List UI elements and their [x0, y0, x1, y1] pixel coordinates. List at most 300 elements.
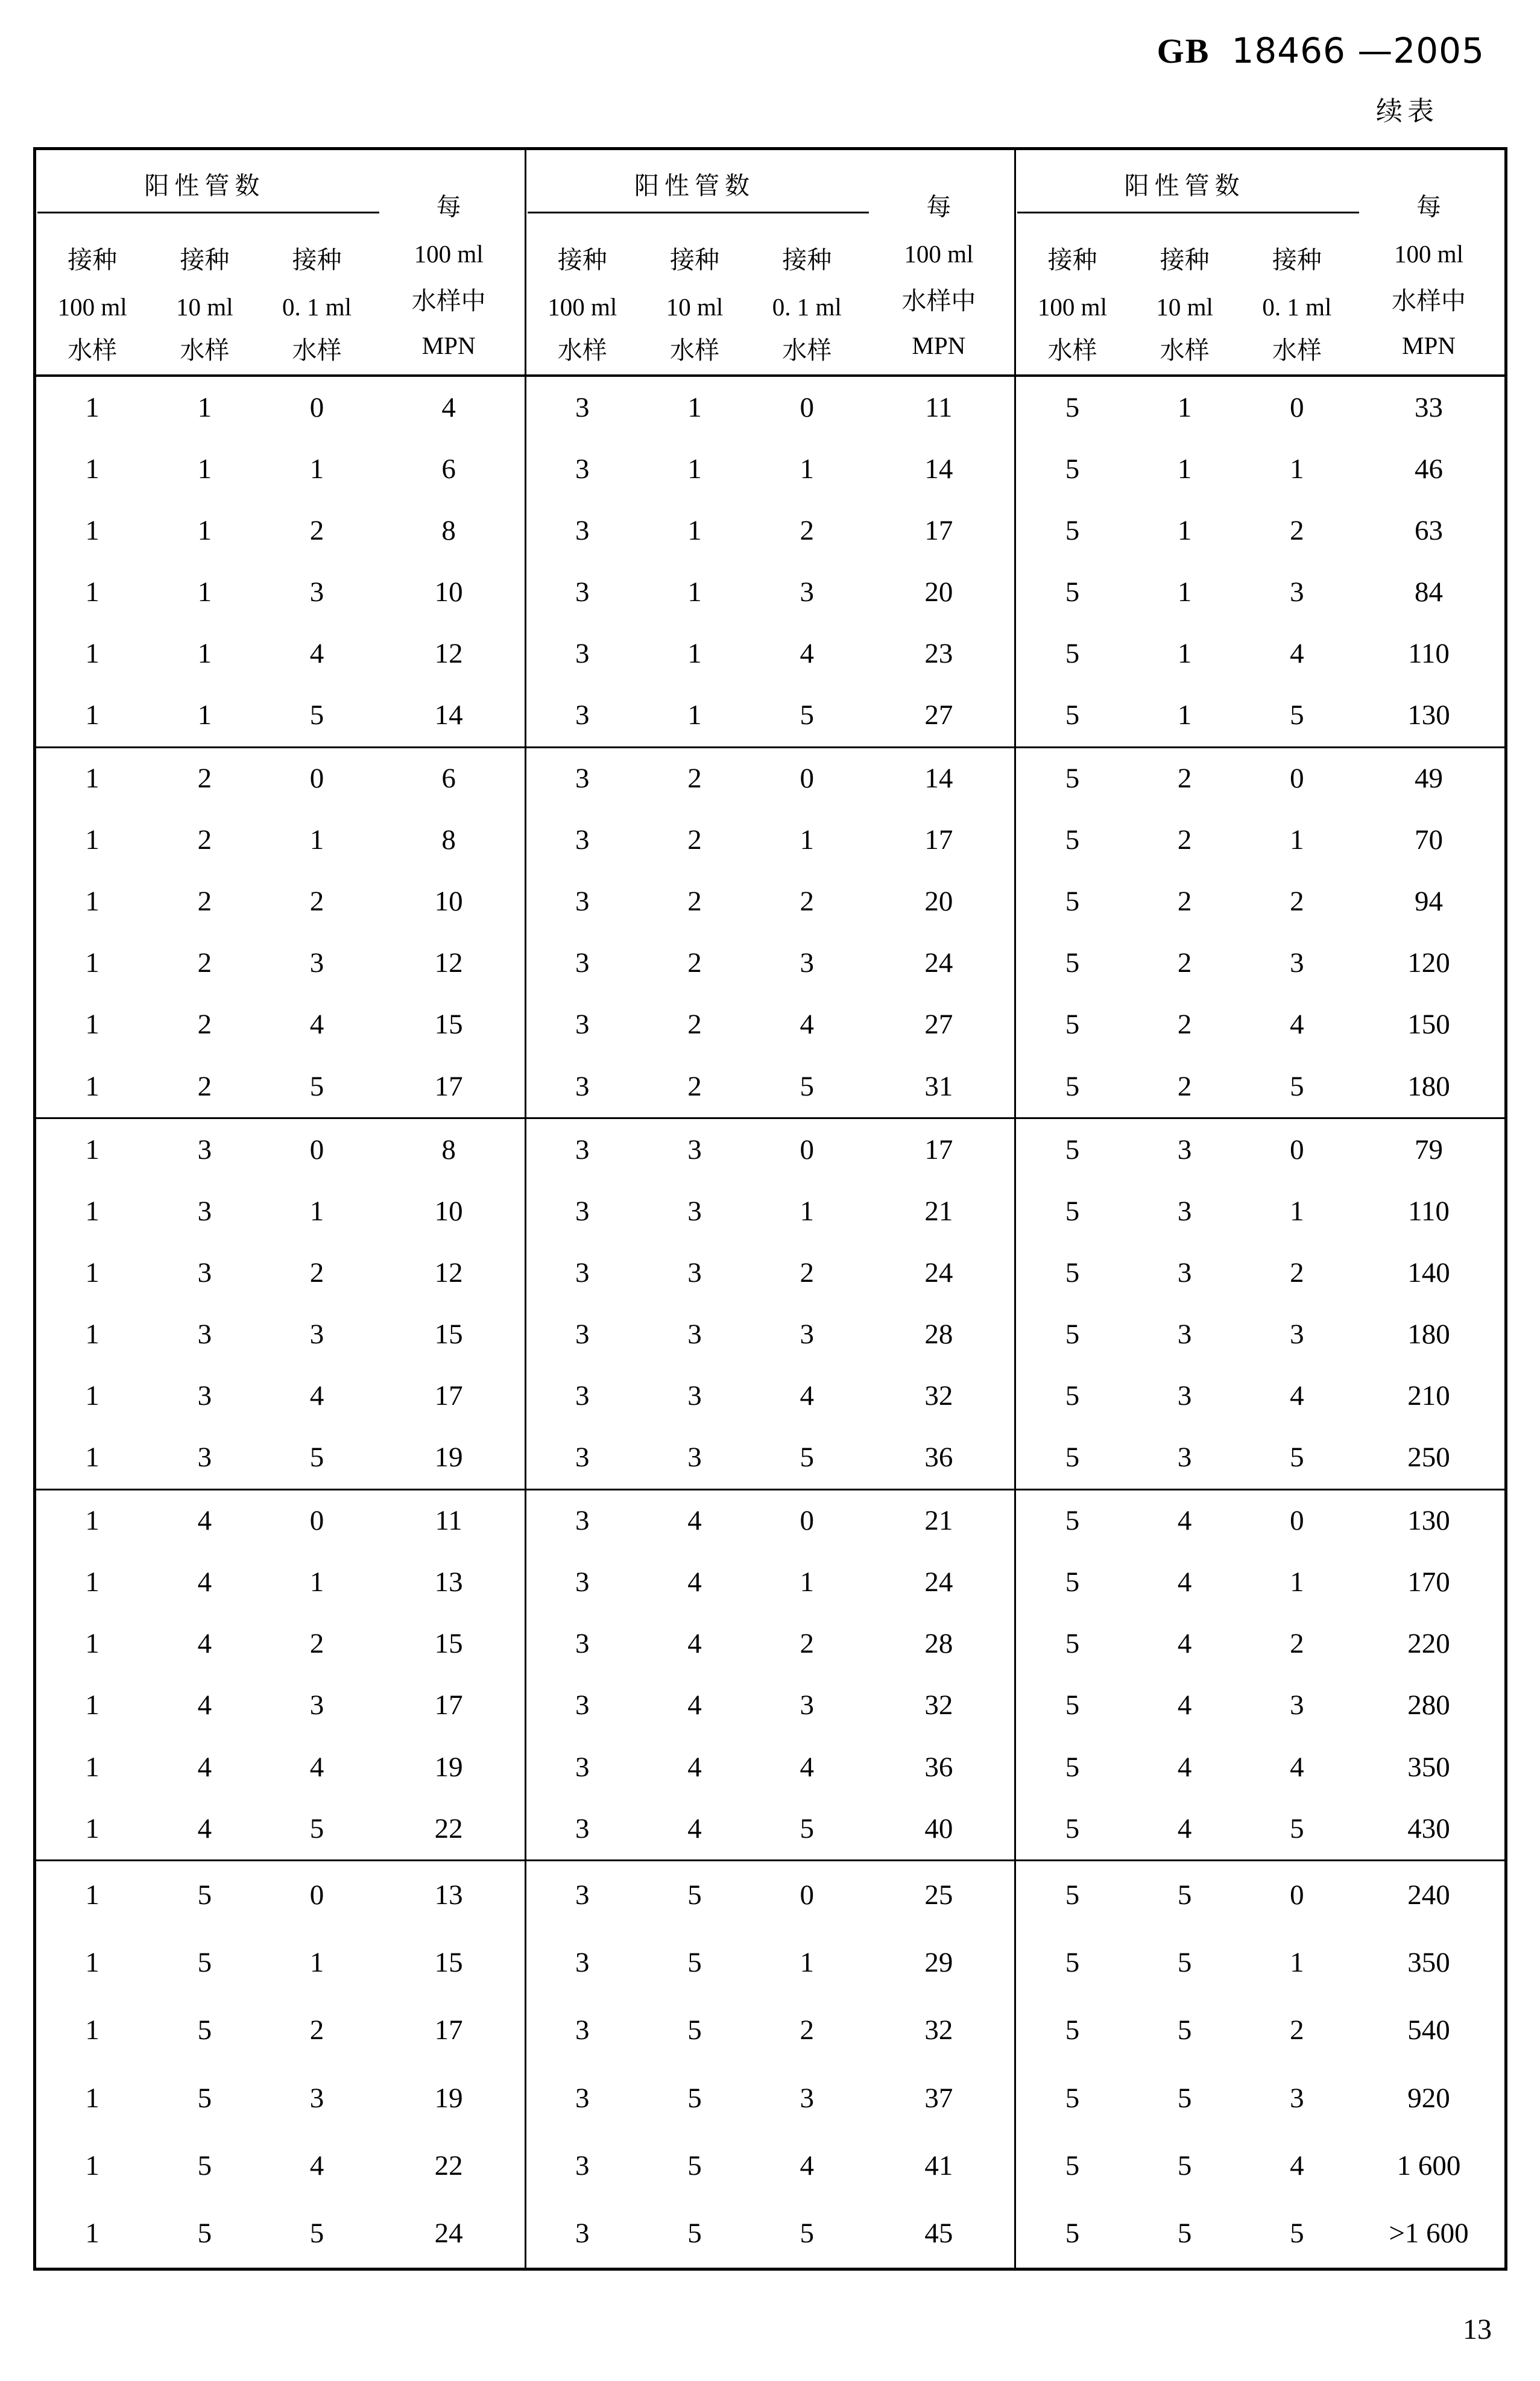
positive-tubes-cell: 5 — [800, 1442, 814, 1474]
table-row — [1016, 810, 1504, 871]
positive-tubes-cell: 4 — [800, 1751, 814, 1783]
table-row — [36, 1997, 525, 2064]
positive-tubes-cell: 4 — [687, 1566, 702, 1598]
column-header-line: 接种 — [670, 246, 719, 274]
mpn-header-line: 水样中 — [1392, 287, 1466, 315]
positive-tubes-cell: 1 — [197, 453, 212, 485]
positive-tubes-cell: 1 — [85, 1505, 99, 1537]
positive-tubes-cell: 5 — [1065, 886, 1080, 918]
table-band-group — [1014, 748, 1504, 1118]
mpn-value-cell: 4 — [441, 391, 456, 423]
mpn-value-cell: 920 — [1407, 2082, 1450, 2114]
positive-tubes-cell: 1 — [85, 1009, 99, 1041]
positive-tubes-cell: 3 — [1290, 2082, 1304, 2114]
positive-tubes-cell: 5 — [1065, 1134, 1080, 1165]
table-row — [526, 2064, 1015, 2132]
positive-tubes-cell: 3 — [575, 1257, 590, 1288]
positive-tubes-cell: 1 — [1290, 1566, 1304, 1598]
table-row — [526, 1929, 1015, 1996]
table-row — [526, 933, 1015, 994]
table-row — [1016, 1427, 1504, 1489]
mpn-value-cell: 14 — [924, 763, 953, 795]
positive-tubes-cell: 4 — [1290, 2150, 1304, 2182]
positive-tubes-cell: 3 — [1177, 1318, 1192, 1350]
table-row — [36, 377, 525, 438]
table-band — [36, 377, 1504, 746]
table-row — [36, 871, 525, 933]
mpn-value-cell: 23 — [924, 637, 953, 669]
mpn-value-cell: >1 600 — [1389, 2218, 1469, 2250]
positive-tubes-label: 阳性管数 — [144, 172, 265, 200]
table-row — [526, 748, 1015, 810]
mpn-value-cell: 220 — [1407, 1628, 1450, 1660]
mpn-header-line: 水样中 — [901, 287, 976, 315]
mpn-value-cell: 11 — [925, 391, 953, 423]
positive-tubes-cell: 4 — [1177, 1751, 1192, 1783]
table-row — [1016, 2200, 1504, 2268]
table-row — [36, 1181, 525, 1242]
positive-tubes-cell: 2 — [309, 1257, 324, 1288]
table-row — [1016, 1552, 1504, 1613]
positive-tubes-cell: 3 — [575, 699, 590, 731]
positive-tubes-cell: 3 — [575, 2082, 590, 2114]
positive-tubes-cell: 5 — [309, 699, 324, 731]
table-row — [36, 1365, 525, 1427]
table-row — [526, 1997, 1015, 2064]
table-row — [36, 933, 525, 994]
positive-tubes-cell: 1 — [1177, 699, 1192, 731]
positive-tubes-cell: 5 — [309, 1070, 324, 1102]
positive-tubes-cell: 3 — [197, 1442, 212, 1474]
positive-tubes-cell: 2 — [800, 1257, 814, 1288]
group-header — [1014, 150, 1504, 374]
positive-tubes-cell: 4 — [687, 1812, 702, 1844]
positive-tubes-cell: 3 — [309, 947, 324, 979]
positive-tubes-cell: 3 — [575, 1812, 590, 1844]
positive-tubes-cell: 4 — [687, 1505, 702, 1537]
table-row — [36, 1861, 525, 1929]
table-band-group — [1014, 377, 1504, 746]
positive-tubes-cell: 3 — [800, 1689, 814, 1721]
mpn-value-cell: 33 — [1414, 391, 1443, 423]
mpn-value-cell: 8 — [441, 824, 456, 856]
mpn-value-cell: 24 — [924, 1257, 953, 1288]
table-header-row — [36, 150, 1504, 377]
inoculation-column-header — [36, 150, 148, 374]
mpn-value-cell: 14 — [924, 453, 953, 485]
positive-tubes-cell: 5 — [687, 2218, 702, 2250]
positive-tubes-cell: 2 — [687, 1009, 702, 1041]
table-band — [36, 746, 1504, 1118]
positive-tubes-cell: 3 — [575, 2150, 590, 2182]
table-row — [36, 438, 525, 500]
positive-tubes-cell: 4 — [1177, 1566, 1192, 1598]
mpn-value-cell: 15 — [434, 1628, 463, 1660]
mpn-value-cell: 25 — [924, 1879, 953, 1911]
table-row — [1016, 1613, 1504, 1675]
mpn-value-cell: 19 — [434, 1751, 463, 1783]
mpn-value-cell: 22 — [434, 1812, 463, 1844]
positive-tubes-cell: 1 — [197, 699, 212, 731]
mpn-value-cell: 15 — [434, 1947, 463, 1979]
table-row — [36, 810, 525, 871]
positive-tubes-cell: 5 — [309, 1442, 324, 1474]
positive-tubes-cell: 2 — [197, 1009, 212, 1041]
table-row — [1016, 1304, 1504, 1365]
positive-tubes-cell: 3 — [575, 1380, 590, 1412]
mpn-value-cell: 20 — [924, 886, 953, 918]
table-row — [36, 748, 525, 810]
positive-tubes-cell: 1 — [85, 1195, 99, 1227]
mpn-value-cell: 12 — [434, 637, 463, 669]
column-header-line: 接种 — [1160, 246, 1210, 274]
positive-tubes-cell: 5 — [1290, 699, 1304, 731]
positive-tubes-cell: 3 — [575, 1689, 590, 1721]
column-header-line: 0. 1 ml — [772, 293, 842, 321]
table-row — [526, 1798, 1015, 1859]
positive-tubes-cell: 4 — [1290, 1751, 1304, 1783]
table-row — [526, 1675, 1015, 1736]
positive-tubes-cell: 2 — [1290, 514, 1304, 546]
mpn-value-cell: 6 — [441, 763, 456, 795]
positive-tubes-cell: 2 — [309, 1628, 324, 1660]
positive-tubes-cell: 4 — [1177, 1689, 1192, 1721]
table-row — [1016, 1929, 1504, 1996]
mpn-value-cell: 8 — [441, 1134, 456, 1165]
positive-tubes-cell: 3 — [1290, 576, 1304, 608]
mpn-value-cell: 40 — [924, 1812, 953, 1844]
table-band-group — [1014, 1490, 1504, 1860]
table-band-group — [525, 1119, 1015, 1489]
positive-tubes-cell: 3 — [197, 1380, 212, 1412]
table-row — [1016, 1119, 1504, 1181]
mpn-value-cell: 12 — [434, 1257, 463, 1288]
positive-tubes-cell: 4 — [800, 1009, 814, 1041]
positive-tubes-cell: 0 — [1290, 1134, 1304, 1165]
positive-tubes-cell: 5 — [1065, 1689, 1080, 1721]
table-band-group — [36, 1490, 525, 1860]
positive-tubes-cell: 1 — [1290, 1195, 1304, 1227]
positive-tubes-cell: 1 — [687, 453, 702, 485]
mpn-value-cell: 32 — [924, 2014, 953, 2046]
table-row — [36, 1242, 525, 1304]
mpn-value-cell: 32 — [924, 1689, 953, 1721]
positive-tubes-cell: 5 — [1065, 1257, 1080, 1288]
mpn-value-cell: 280 — [1407, 1689, 1450, 1721]
table-row — [36, 1613, 525, 1675]
positive-tubes-cell: 0 — [800, 763, 814, 795]
column-header-line: 100 ml — [1037, 293, 1107, 321]
table-row — [526, 1736, 1015, 1798]
positive-tubes-cell: 1 — [197, 576, 212, 608]
mpn-value-cell: 15 — [434, 1318, 463, 1350]
positive-tubes-cell: 3 — [575, 637, 590, 669]
mpn-value-cell: 180 — [1407, 1070, 1450, 1102]
positive-tubes-cell: 5 — [687, 1879, 702, 1911]
table-row — [526, 500, 1015, 561]
positive-tubes-cell: 4 — [309, 1009, 324, 1041]
positive-tubes-cell: 2 — [1290, 2014, 1304, 2046]
mpn-value-cell: 17 — [434, 1070, 463, 1102]
positive-tubes-cell: 5 — [687, 2014, 702, 2046]
positive-tubes-cell: 4 — [1290, 637, 1304, 669]
positive-tubes-cell: 5 — [1177, 2218, 1192, 2250]
column-header-line: 接种 — [68, 246, 118, 274]
positive-tubes-cell: 5 — [1065, 1380, 1080, 1412]
table-row — [36, 1490, 525, 1552]
standard-code-number: 18466 —2005 — [1231, 30, 1485, 71]
table-row — [1016, 994, 1504, 1056]
table-row — [36, 1552, 525, 1613]
table-band-group — [525, 1861, 1015, 2268]
positive-tubes-cell: 5 — [1065, 763, 1080, 795]
positive-tubes-cell: 3 — [575, 1009, 590, 1041]
positive-tubes-cell: 5 — [1065, 637, 1080, 669]
positive-tubes-cell: 5 — [1065, 1318, 1080, 1350]
mpn-value-cell: 10 — [434, 576, 463, 608]
positive-tubes-cell: 5 — [197, 1947, 212, 1979]
positive-tubes-cell: 3 — [197, 1257, 212, 1288]
positive-tubes-cell: 1 — [85, 2082, 99, 2114]
positive-tubes-cell: 4 — [687, 1751, 702, 1783]
mpn-value-cell: 350 — [1407, 1751, 1450, 1783]
positive-tubes-cell: 4 — [309, 1751, 324, 1783]
positive-tubes-cell: 4 — [800, 637, 814, 669]
table-band-group — [36, 1119, 525, 1489]
mpn-value-cell: 11 — [435, 1505, 462, 1537]
positive-tubes-cell: 0 — [800, 1879, 814, 1911]
positive-tubes-cell: 5 — [1065, 1009, 1080, 1041]
mpn-value-cell: 430 — [1407, 1812, 1450, 1844]
positive-tubes-cell: 1 — [85, 391, 99, 423]
positive-tubes-cell: 4 — [1177, 1505, 1192, 1537]
positive-tubes-cell: 5 — [1290, 1070, 1304, 1102]
positive-tubes-cell: 5 — [1065, 1947, 1080, 1979]
mpn-header-line: 100 ml — [904, 240, 974, 268]
positive-tubes-cell: 5 — [800, 1070, 814, 1102]
positive-tubes-cell: 2 — [1177, 947, 1192, 979]
mpn-column-header — [373, 150, 525, 374]
table-row — [526, 994, 1015, 1056]
positive-tubes-cell: 3 — [309, 576, 324, 608]
mpn-value-cell: 17 — [924, 514, 953, 546]
mpn-value-cell: 110 — [1408, 1195, 1450, 1227]
table-row — [526, 1056, 1015, 1117]
mpn-value-cell: 8 — [441, 514, 456, 546]
table-row — [526, 1181, 1015, 1242]
mpn-value-cell: 240 — [1407, 1879, 1450, 1911]
table-band-group — [36, 748, 525, 1118]
mpn-value-cell: 19 — [434, 2082, 463, 2114]
mpn-value-cell: 84 — [1414, 576, 1443, 608]
table-row — [1016, 684, 1504, 746]
positive-tubes-cell: 5 — [1065, 1628, 1080, 1660]
positive-tubes-cell: 5 — [1065, 2014, 1080, 2046]
positive-tubes-cell: 0 — [1290, 763, 1304, 795]
mpn-value-cell: 17 — [924, 1134, 953, 1165]
table-row — [1016, 933, 1504, 994]
table-row — [526, 1552, 1015, 1613]
table-row — [1016, 2132, 1504, 2200]
table-row — [36, 1056, 525, 1117]
positive-tubes-cell: 1 — [197, 514, 212, 546]
positive-tubes-cell: 5 — [309, 2218, 324, 2250]
positive-tubes-cell: 4 — [1290, 1380, 1304, 1412]
positive-tubes-cell: 1 — [687, 576, 702, 608]
positive-tubes-cell: 3 — [800, 2082, 814, 2114]
positive-tubes-cell: 3 — [575, 824, 590, 856]
inoculation-column-header — [260, 150, 373, 374]
table-row — [36, 1736, 525, 1798]
mpn-value-cell: 21 — [924, 1505, 953, 1537]
positive-tubes-cell: 1 — [1177, 391, 1192, 423]
mpn-value-cell: 63 — [1414, 514, 1443, 546]
mpn-value-cell: 41 — [924, 2150, 953, 2182]
positive-tubes-cell: 5 — [1065, 453, 1080, 485]
positive-tubes-cell: 2 — [309, 886, 324, 918]
positive-tubes-cell: 1 — [687, 514, 702, 546]
positive-tubes-cell: 5 — [687, 2082, 702, 2114]
positive-tubes-cell: 3 — [687, 1442, 702, 1474]
positive-tubes-cell: 5 — [1177, 2150, 1192, 2182]
table-band-group — [1014, 1119, 1504, 1489]
positive-tubes-cell: 1 — [85, 947, 99, 979]
table-row — [36, 684, 525, 746]
mpn-column-header — [863, 150, 1014, 374]
positive-tubes-cell: 3 — [575, 2014, 590, 2046]
mpn-value-cell: 17 — [434, 2014, 463, 2046]
positive-tubes-cell: 2 — [1290, 1628, 1304, 1660]
positive-tubes-cell: 5 — [1290, 2218, 1304, 2250]
table-row — [526, 2132, 1015, 2200]
mpn-value-cell: 21 — [924, 1195, 953, 1227]
table-band — [36, 1489, 1504, 1860]
positive-tubes-cell: 5 — [197, 2150, 212, 2182]
positive-tubes-cell: 4 — [687, 1689, 702, 1721]
positive-tubes-cell: 4 — [197, 1628, 212, 1660]
positive-tubes-cell: 2 — [687, 886, 702, 918]
group-header — [36, 150, 525, 374]
table-row — [526, 1242, 1015, 1304]
column-header-line: 水样 — [557, 336, 607, 364]
positive-tubes-cell: 3 — [575, 1070, 590, 1102]
positive-tubes-cell: 4 — [197, 1505, 212, 1537]
mpn-value-cell: 94 — [1414, 886, 1443, 918]
positive-tubes-cell: 1 — [800, 453, 814, 485]
table-band-group — [36, 377, 525, 746]
positive-tubes-cell: 4 — [309, 1380, 324, 1412]
positive-tubes-cell: 2 — [197, 763, 212, 795]
positive-tubes-cell: 4 — [309, 2150, 324, 2182]
positive-tubes-cell: 3 — [687, 1318, 702, 1350]
table-row — [36, 2200, 525, 2268]
positive-tubes-cell: 4 — [800, 2150, 814, 2182]
positive-tubes-cell: 2 — [1177, 824, 1192, 856]
positive-tubes-cell: 2 — [197, 947, 212, 979]
positive-tubes-cell: 1 — [85, 1751, 99, 1783]
positive-tubes-cell: 1 — [85, 1134, 99, 1165]
positive-tubes-cell: 1 — [1290, 453, 1304, 485]
positive-tubes-cell: 5 — [800, 2218, 814, 2250]
positive-tubes-cell: 5 — [1065, 824, 1080, 856]
table-row — [1016, 561, 1504, 623]
positive-tubes-cell: 1 — [85, 1257, 99, 1288]
mpn-value-cell: 250 — [1407, 1442, 1450, 1474]
positive-tubes-cell: 1 — [85, 1812, 99, 1844]
mpn-value-cell: 79 — [1414, 1134, 1443, 1165]
positive-tubes-cell: 3 — [575, 763, 590, 795]
column-header-line: 水样 — [1160, 336, 1210, 364]
table-row — [526, 1861, 1015, 1929]
inoculation-column-header — [1241, 150, 1353, 374]
table-row — [1016, 1798, 1504, 1859]
mpn-value-cell: 540 — [1407, 2014, 1450, 2046]
positive-tubes-cell: 4 — [1290, 1009, 1304, 1041]
mpn-value-cell: 14 — [434, 699, 463, 731]
page-number: 13 — [1463, 2313, 1492, 2345]
mpn-value-cell: 110 — [1408, 637, 1450, 669]
positive-tubes-cell: 1 — [309, 1566, 324, 1598]
positive-tubes-cell: 1 — [800, 1195, 814, 1227]
positive-tubes-cell: 5 — [1177, 2014, 1192, 2046]
group-header — [525, 150, 1015, 374]
positive-tubes-cell: 4 — [687, 1628, 702, 1660]
positive-tubes-cell: 1 — [85, 576, 99, 608]
mpn-value-cell: 36 — [924, 1751, 953, 1783]
positive-tubes-cell: 1 — [85, 1566, 99, 1598]
positive-tubes-cell: 3 — [575, 391, 590, 423]
positive-tubes-cell: 1 — [85, 453, 99, 485]
positive-tubes-cell: 3 — [1290, 947, 1304, 979]
positive-tubes-cell: 0 — [800, 1505, 814, 1537]
positive-tubes-cell: 5 — [1065, 1070, 1080, 1102]
positive-tubes-cell: 1 — [800, 1566, 814, 1598]
positive-tubes-cell: 5 — [1290, 1442, 1304, 1474]
positive-tubes-cell: 3 — [1290, 1318, 1304, 1350]
column-header-line: 10 ml — [176, 293, 233, 321]
positive-tubes-cell: 0 — [309, 1505, 324, 1537]
positive-tubes-cell: 3 — [1177, 1380, 1192, 1412]
mpn-value-cell: 27 — [924, 1009, 953, 1041]
table-row — [1016, 623, 1504, 684]
positive-tubes-cell: 3 — [575, 1195, 590, 1227]
positive-tubes-cell: 3 — [800, 1318, 814, 1350]
positive-tubes-cell: 3 — [575, 2218, 590, 2250]
positive-tubes-cell: 2 — [1177, 1009, 1192, 1041]
positive-tubes-cell: 1 — [85, 637, 99, 669]
mpn-value-cell: 12 — [434, 947, 463, 979]
positive-tubes-cell: 5 — [197, 2218, 212, 2250]
mpn-value-cell: 350 — [1407, 1947, 1450, 1979]
mpn-header-line: 100 ml — [1393, 240, 1464, 268]
mpn-value-cell: 180 — [1407, 1318, 1450, 1350]
table-row — [36, 1798, 525, 1859]
positive-tubes-cell: 2 — [1290, 1257, 1304, 1288]
positive-tubes-label: 阳性管数 — [634, 172, 755, 200]
positive-tubes-cell: 3 — [1177, 1134, 1192, 1165]
positive-tubes-cell: 5 — [1065, 1505, 1080, 1537]
column-header-line: 接种 — [1047, 246, 1097, 274]
positive-tubes-cell: 1 — [85, 699, 99, 731]
positive-tubes-cell: 5 — [1065, 514, 1080, 546]
positive-tubes-cell: 3 — [575, 1628, 590, 1660]
table-row — [1016, 500, 1504, 561]
table-row — [36, 623, 525, 684]
table-band-group — [525, 1490, 1015, 1860]
positive-tubes-cell: 3 — [197, 1318, 212, 1350]
positive-tubes-cell: 1 — [1290, 1947, 1304, 1979]
positive-tubes-cell: 3 — [575, 947, 590, 979]
